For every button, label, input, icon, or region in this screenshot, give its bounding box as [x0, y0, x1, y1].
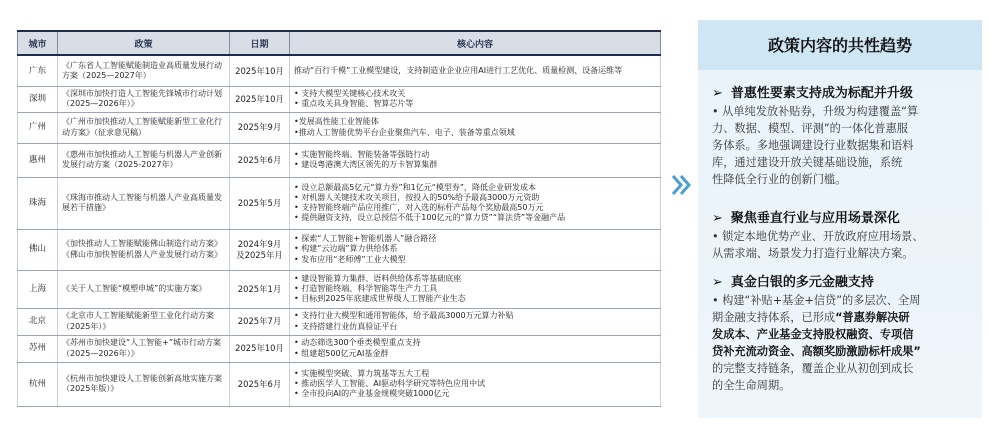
cell-city: 杭州	[18, 362, 58, 406]
cell-date: 2025年6月	[230, 362, 290, 406]
content-line: • 构建“云边端”算力供给体系	[294, 244, 398, 254]
content-line: • 探索“人工智能+智能机器人”融合路径	[294, 234, 437, 244]
section-title-2: ➢ 聚焦垂直行业与应用场景深化	[712, 211, 900, 226]
cell-content	[290, 112, 661, 143]
content-line: • 建设粤港澳大湾区领先的万卡智算集群	[294, 160, 438, 169]
cell-date: 2025年10月	[230, 335, 290, 362]
content-line: • 实施智能终端、智能装备等强链行动	[294, 149, 430, 159]
header-date: 日期	[230, 31, 290, 55]
section-body-3	[712, 292, 978, 394]
content-line: • 建设智能算力集群、语料供给体系等基础底座	[294, 273, 462, 283]
cell-city: 广东	[18, 55, 58, 86]
trend-panel-header	[698, 20, 982, 70]
header-city: 城市	[18, 31, 58, 55]
cell-date: 2025年9月	[230, 112, 290, 143]
cell-policy: 《广州市加快推动人工智能赋能新型工业化行动方案》（征求意见稿）	[58, 112, 230, 143]
chevron-right-icon	[669, 172, 695, 198]
cell-city: 苏州	[18, 335, 58, 362]
cell-city: 广州	[18, 112, 58, 143]
table-row	[18, 112, 661, 143]
arrow-right-icon: ➢	[712, 211, 723, 226]
cell-date: 2025年7月	[230, 308, 290, 335]
cell-city: 珠海	[18, 177, 58, 229]
body-line: 从需求端、场景发力打造行业解决方案。	[712, 247, 914, 260]
table-row	[18, 86, 661, 112]
content-line: • 组建超500亿元AI基金群	[294, 348, 389, 358]
table-row	[18, 177, 661, 229]
cell-policy: 《关于人工智能“模塑申城”的实施方案》	[58, 270, 230, 308]
section-title-3: ➢ 真金白银的多元金融支持	[712, 275, 874, 290]
trend-panel-title: 政策内容的共性趋势	[767, 36, 912, 55]
body-line: 期金融支持体系，已形成“普惠券解决研	[712, 311, 910, 324]
content-line: •推动人工智能优势平台企业聚焦汽车、电子、装备等重点领域	[294, 127, 515, 137]
cell-content	[290, 362, 661, 406]
cell-date: 2024年9月及2025年月	[230, 229, 290, 270]
content-line: • 打造智能终端、科学智能等生产力工具	[294, 283, 438, 293]
body-line: • 从单纯发放补贴券，升级为构建覆盖“算	[712, 105, 919, 118]
header-content: 核心内容	[290, 31, 661, 55]
cell-date: 2025年5月	[230, 177, 290, 229]
body-line: 的全生命周期。	[712, 379, 791, 392]
content-line: • 支持搭建行业仿真验证平台	[294, 321, 398, 331]
policy-table	[17, 30, 661, 407]
body-line: • 锁定本地优势产业、开放政府应用场景、	[712, 230, 924, 243]
cell-city: 深圳	[18, 86, 58, 112]
cell-policy: 《惠州市加快推动人工智能与机器人产业创新发展行动方案（2025-2027年）	[58, 143, 230, 177]
table-header-row	[18, 31, 661, 55]
content-line: 推动“百行千模”工业模型建设，支持制造业企业应用AI进行工艺优化、质量检测、设备运维等	[294, 65, 623, 75]
table-row	[18, 270, 661, 308]
table-row	[18, 308, 661, 335]
cell-content	[290, 177, 661, 229]
table-row	[18, 229, 661, 270]
table-body	[18, 55, 661, 406]
policy-table-container	[17, 30, 660, 407]
cell-content	[290, 229, 661, 270]
body-line: 的完整支持链条，覆盖企业从初创到成长	[712, 362, 914, 375]
body-bold: 贷补充流动资金、高额奖励激励标杆成果”	[712, 345, 921, 358]
cell-policy: 《加快推动人工智能赋能佛山制造行动方案》《佛山市加快智能机器人产业发展行动方案》	[58, 229, 230, 270]
content-line: • 动态筛选300个垂类模型重点支持	[294, 338, 421, 348]
cell-content	[290, 143, 661, 177]
cell-city: 北京	[18, 308, 58, 335]
content-line: • 对机器人关键技术攻关项目，按投入的50%给予最高3000万元资助	[294, 192, 540, 202]
header-policy: 政策	[58, 31, 230, 55]
content-line: • 提供融资支持，设立总授信不低于100亿元的“算力贷”“算法贷”等金融产品	[294, 213, 566, 223]
content-line: • 支持大模型关键核心技术攻关	[294, 88, 406, 98]
cell-policy: 《杭州市加快建设人工智能创新高地实施方案（2025年版）》	[58, 362, 230, 406]
arrow-right-icon: ➢	[712, 86, 723, 101]
table-row	[18, 335, 661, 362]
table-row	[18, 143, 661, 177]
cell-date: 2025年10月	[230, 55, 290, 86]
body-line	[712, 343, 978, 360]
cell-city: 佛山	[18, 229, 58, 270]
body-bold: “普惠券解决研	[835, 311, 910, 324]
section-body-1	[712, 103, 978, 188]
cell-city: 上海	[18, 270, 58, 308]
content-line: • 设立总额最高5亿元“算力券”和1亿元“模型券”，降低企业研发成本	[294, 182, 537, 192]
cell-date: 2025年6月	[230, 143, 290, 177]
content-line: • 实施模型突破、算力筑基等五大工程	[294, 368, 430, 378]
table-row	[18, 55, 661, 86]
cell-policy: 《苏州市加快建设“人工智能+”城市行动方案（2025—2026年）》	[58, 335, 230, 362]
cell-date: 2025年10月	[230, 86, 290, 112]
table-row	[18, 362, 661, 406]
section-title-1: ➢ 普惠性要素支持成为标配并升级	[712, 86, 913, 101]
body-line	[712, 326, 978, 343]
cell-content	[290, 308, 661, 335]
body-line: • 构建“补贴+基金+信贷”的多层次、全周	[712, 294, 921, 307]
body-line: 力、数据、模型、评测”的一体化普惠服	[712, 122, 908, 135]
content-line: • 支持智能终端产品应用推广，对入选的标杆产品每个奖励最高50万元	[294, 203, 544, 212]
trend-panel	[698, 20, 982, 418]
content-line: • 重点攻关具身智能、智算芯片等	[294, 99, 414, 108]
content-line: • 发布应用“老师傅”工业大模型	[294, 254, 406, 264]
cell-policy: 《珠海市推动人工智能与机器人产业高质量发展若干措施》	[58, 177, 230, 229]
cell-content	[290, 270, 661, 308]
cell-city: 惠州	[18, 143, 58, 177]
cell-content	[290, 55, 661, 86]
cell-content	[290, 335, 661, 362]
cell-policy: 《北京市人工智能赋能新型工业化行动方案（2025年）》	[58, 308, 230, 335]
cell-date: 2025年1月	[230, 270, 290, 308]
content-line: • 全市投向AI的产业基金规模突破1000亿元	[294, 389, 450, 399]
cell-content	[290, 86, 661, 112]
body-bold: 发成本、产业基金支持股权融资、专项信	[712, 328, 914, 341]
content-line: • 支持行业大模型和通用智能体，给予最高3000万元算力补贴	[294, 311, 514, 321]
section-body-2	[712, 228, 978, 262]
cell-policy: 《广东省人工智能赋能制造业高质量发展行动方案（2025—2027年）	[58, 55, 230, 86]
content-line: • 目标到2025年底建成世界级人工智能产业生态	[294, 294, 466, 304]
content-line: • 推动医学人工智能、AI驱动科学研究等特色应用中试	[294, 378, 486, 388]
cell-policy: 《深圳市加快打造人工智能先锋城市行动计划（2025—2026年）》	[58, 86, 230, 112]
body-line: 性降低全行业的创新门槛。	[712, 173, 847, 186]
arrow-right-icon: ➢	[712, 275, 723, 290]
body-line: 务体系。多地强调建设行业数据集和语料	[712, 139, 914, 152]
content-line: •发展高性能工业智能体	[294, 117, 379, 127]
body-line: 库，通过建设开放关键基础设施，系统	[712, 156, 903, 169]
